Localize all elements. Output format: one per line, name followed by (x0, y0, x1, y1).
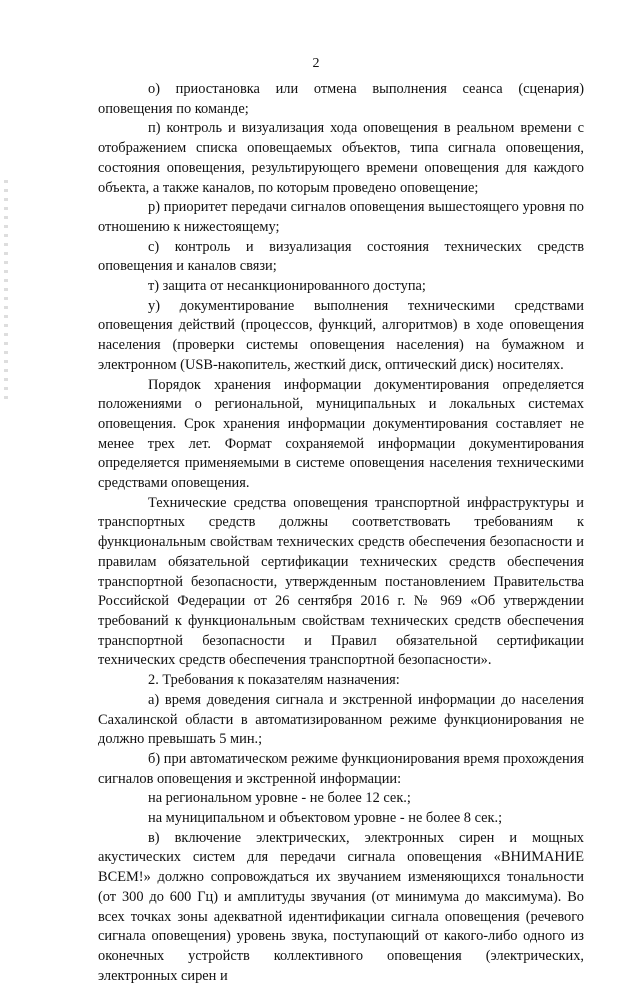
paragraph-transport-means: Технические средства оповещения транспортной инфраструктуры и транспортных средств должны соответствовать требованиям к функциональным свойствам технических средств обеспечения безопасности и правилам обязательной сертификации технических средств обеспечения транспортной безопасности, утвержденным постановлением Правительства Российской Федерации от 26 сентября 2016 г. № 969 «Об утверждении требований к функциональным свойствам технических средств обеспечения транспортной безопасности и Правил обязательной сертификации технических средств обеспечения транспортной безопасности». (98, 494, 584, 669)
paragraph-p: п) контроль и визуализация хода оповещения в реальном времени с отображением списка оповещаемых объектов, типа сигнала оповещения, состояния оповещения, результирующего времени оповещения для каждого объекта, а также каналов, по которым проведено оповещение; (98, 120, 584, 196)
paragraph-o: о) приостановка или отмена выполнения сеанса (сценария) оповещения по команде; (98, 81, 584, 117)
paragraph-v: в) включение электрических, электронных сирен и мощных акустических систем для передачи сигнала оповещения «ВНИМАНИЕ ВСЕМ!» должно сопровождаться их звучанием изменяющихся тональности (от 300 до 600 Гц) и амплитуды звучания (от минимума до максимума). Во всех точках зоны адекватной идентификации сигнала оповещения (речевого сигнала оповещения) уровень звука, поступающий от какого-либо одного из оконечных устройств коллективного оповещения (электрических, электронных сирен и (98, 829, 584, 984)
paragraph-r: р) приоритет передачи сигналов оповещения вышестоящего уровня по отношению к нижестоящему; (98, 199, 584, 235)
paragraph-t: т) защита от несанкционированного доступа; (148, 278, 426, 295)
paragraph-a: а) время доведения сигнала и экстренной информации до населения Сахалинской области в автоматизированном режиме функционирования не должно превышать 5 мин.; (98, 691, 584, 748)
paragraph-municipal-level: на муниципальном и объектовом уровне - не более 8 сек.; (148, 810, 503, 827)
paragraph-regional-level: на региональном уровне - не более 12 сек.; (148, 790, 411, 807)
paragraph-b: б) при автоматическом режиме функционирования время прохождения сигналов оповещения и экстренной информации: (98, 750, 584, 787)
paragraph-s: с) контроль и визуализация состояния технических средств оповещения и каналов связи; (98, 238, 584, 275)
section-heading-requirements: 2. Требования к показателям назначения: (148, 672, 400, 689)
page-number: 2 (312, 56, 320, 71)
document-body (98, 80, 584, 986)
paragraph-u: у) документирование выполнения техническими средствами оповещения действий (процессов, функций, алгоритмов) в ходе оповещения населения (проверки системы оповещения населения) на бумажном и электронном (USB-накопитель, жесткий диск, оптический диск) носителях. (98, 297, 584, 373)
scan-margin-marks (4, 180, 8, 400)
paragraph-storage-order: Порядок хранения информации документирования определяется положениями о региональной, муниципальных и локальных системах оповещения. Срок хранения информации документирования составляет не менее трех лет. Формат сохраняемой информации документирования определяется применяемыми в системе оповещения населения техническими средствами оповещения. (98, 376, 584, 492)
